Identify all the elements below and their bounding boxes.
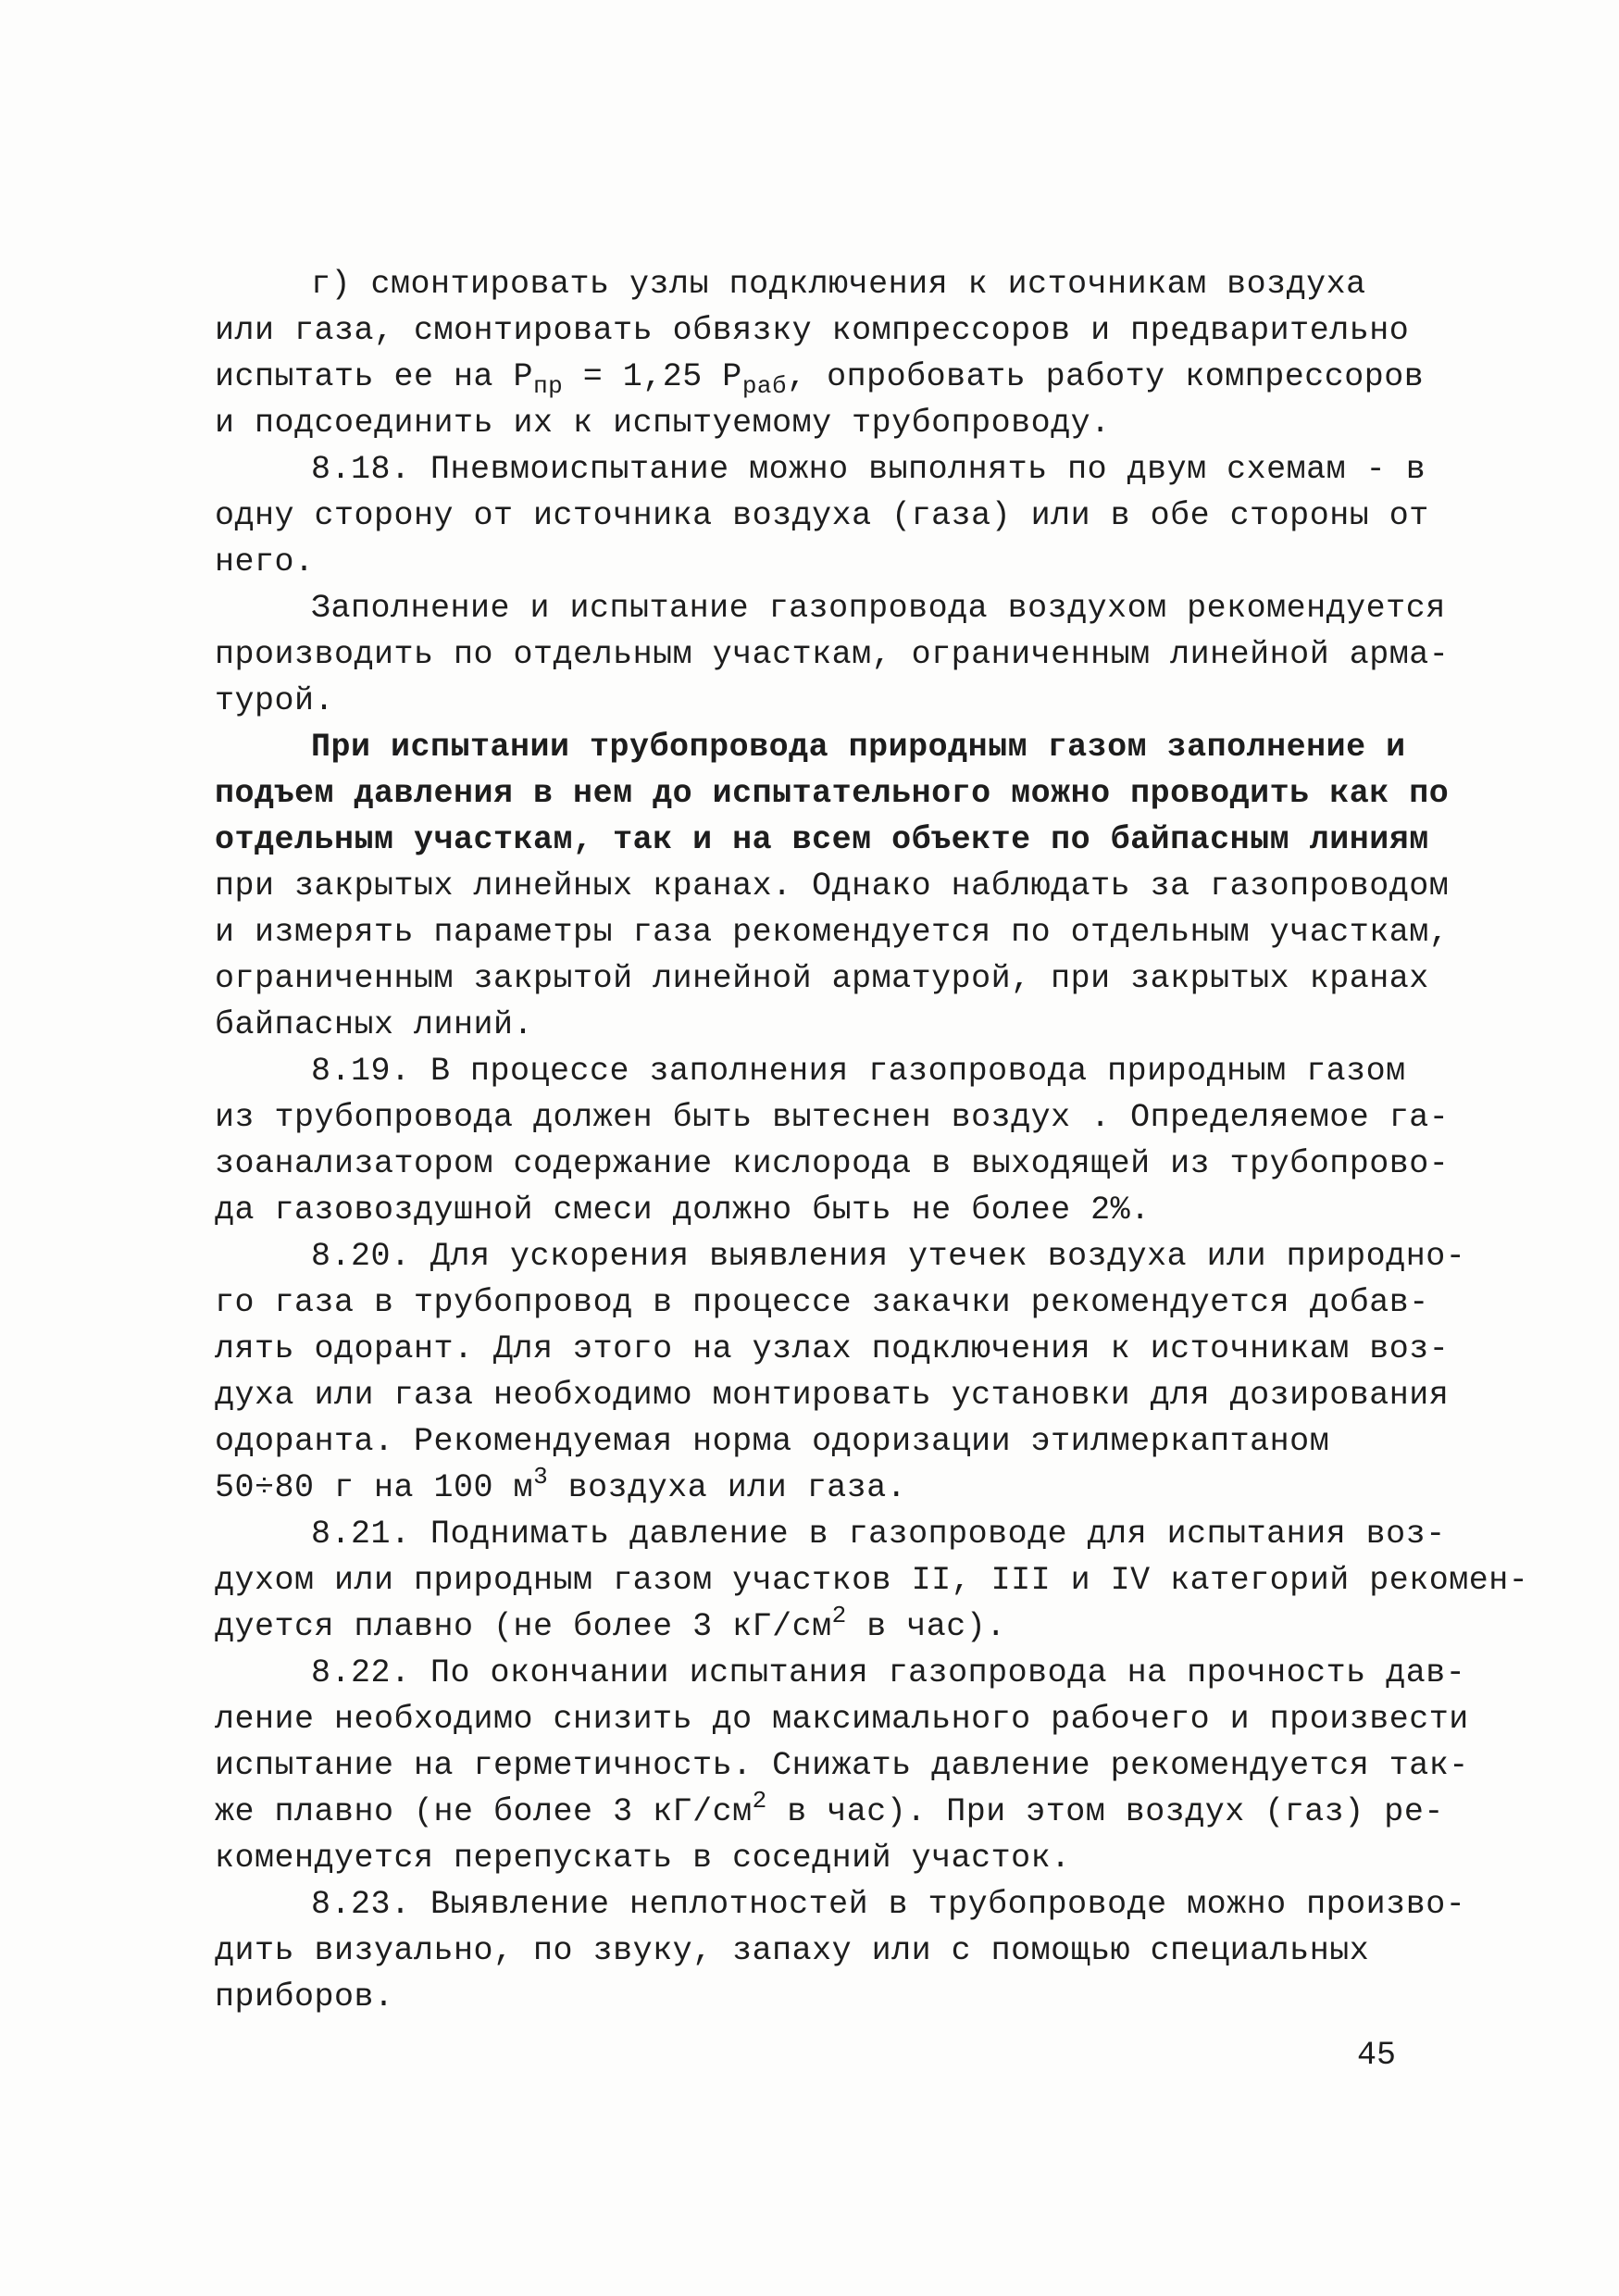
text-line: одну сторону от источника воздуха (газа) или в обе стороны от — [215, 497, 1429, 534]
subscript-pr: пр — [533, 372, 564, 400]
text-line: из трубопровода должен быть вытеснен воздух . Определяемое га- — [215, 1099, 1450, 1136]
paragraph-8-20 — [215, 1233, 1466, 1511]
paragraph-8-21 — [215, 1511, 1529, 1650]
text-line: 8.22. По окончании испытания газопровода на прочность дав- — [311, 1654, 1466, 1691]
text-line: испытание на герметичность. Снижать давление рекомендуется так- — [215, 1747, 1469, 1784]
text-line-with-subscripts — [215, 354, 1425, 400]
text-line: зоанализатором содержание кислорода в выходящей из трубопрово- — [215, 1145, 1450, 1182]
text-line: 8.21. Поднимать давление в газопроводе для испытания воз- — [311, 1516, 1446, 1553]
text-line-with-superscript — [215, 1787, 1444, 1835]
text-fragment: дуется плавно (не более 3 кГ/см — [215, 1608, 832, 1645]
text-line: духа или газа необходимо монтировать установки для дозирования — [215, 1377, 1450, 1414]
paragraph-filling — [215, 585, 1450, 724]
text-line: 8.23. Выявление неплотностей в трубопроводе можно произво- — [311, 1886, 1466, 1923]
text-line: 8.19. В процессе заполнения газопровода природным газом — [311, 1053, 1406, 1090]
text-line: при закрытых линейных кранах. Однако наблюдать за газопроводом — [215, 867, 1450, 905]
superscript: 2 — [752, 1787, 767, 1815]
text-line: или газа, смонтировать обвязку компрессоров и предварительно — [215, 312, 1410, 349]
text-fragment: в час). — [846, 1608, 1006, 1645]
paragraph-natural-gas-bold — [215, 724, 1450, 863]
text-line: да газовоздушной смеси должно быть не более 2%. — [215, 1192, 1151, 1229]
text-line: байпасных линий. — [215, 1006, 534, 1043]
text-line: отдельным участкам, так и на всем объекте по байпасным линиям — [215, 821, 1429, 858]
paragraph-item-g — [215, 261, 1425, 446]
text-line: производить по отдельным участкам, ограниченным линейной арма- — [215, 636, 1450, 673]
body-text — [215, 261, 1529, 2020]
text-line: комендуется перепускать в соседний участок. — [215, 1840, 1071, 1877]
text-line: 8.18. Пневмоиспытание можно выполнять по двум схемам - в — [311, 451, 1426, 488]
text-line: турой. — [215, 682, 335, 719]
text-line: ограниченным закрытой линейной арматурой, при закрытых кранах — [215, 960, 1429, 997]
text-line: Заполнение и испытание газопровода воздухом рекомендуется — [311, 590, 1446, 627]
paragraph-8-23 — [215, 1881, 1466, 2020]
text-fragment: испытать ее на Р — [215, 358, 534, 395]
paragraph-8-22 — [215, 1650, 1469, 1881]
text-line: дить визуально, по звуку, запаху или с помощью специальных — [215, 1932, 1370, 1969]
text-line: подъем давления в нем до испытательного можно проводить как по — [215, 775, 1450, 812]
superscript: 2 — [831, 1602, 847, 1629]
text-line: го газа в трубопровод в процессе закачки рекомендуется добав- — [215, 1284, 1429, 1321]
paragraph-natural-gas-cont — [215, 863, 1450, 1048]
text-line: одоранта. Рекомендуемая норма одоризации этилмеркаптаном — [215, 1423, 1330, 1460]
text-line: лять одорант. Для этого на узлах подключения к источникам воз- — [215, 1330, 1450, 1367]
text-fragment: же плавно (не более 3 кГ/см — [215, 1793, 753, 1830]
text-fragment: = 1,25 Р — [563, 358, 742, 395]
page-number: 45 — [1357, 2037, 1397, 2074]
text-line: При испытании трубопровода природным газом заполнение и — [311, 729, 1406, 766]
paragraph-8-19 — [215, 1048, 1450, 1233]
text-fragment: , опробовать работу компрессоров — [787, 358, 1425, 395]
text-line: и измерять параметры газа рекомендуется по отдельным участкам, — [215, 914, 1450, 951]
subscript-rab: раб — [741, 372, 788, 400]
superscript: 3 — [533, 1463, 549, 1491]
paragraph-8-18 — [215, 446, 1429, 585]
text-fragment: воздуха или газа. — [548, 1469, 907, 1506]
text-line-with-superscript — [215, 1465, 1418, 1511]
text-line: приборов. — [215, 1978, 394, 2015]
text-line: и подсоединить их к испытуемому трубопроводу. — [215, 405, 1111, 442]
text-fragment: 50÷80 г на 100 м — [215, 1469, 534, 1506]
text-line: духом или природным газом участков II, III и IV категорий рекомен- — [215, 1562, 1529, 1599]
text-line: ление необходимо снизить до максимального рабочего и произвести — [215, 1701, 1469, 1738]
text-fragment: в час). При этом воздух (газ) ре- — [766, 1793, 1444, 1830]
text-line-with-superscript — [215, 1603, 1418, 1650]
text-line: него. — [215, 543, 315, 580]
text-line: г) смонтировать узлы подключения к источникам воздуха — [311, 266, 1366, 303]
text-line: 8.20. Для ускорения выявления утечек воздуха или природно- — [311, 1238, 1466, 1275]
